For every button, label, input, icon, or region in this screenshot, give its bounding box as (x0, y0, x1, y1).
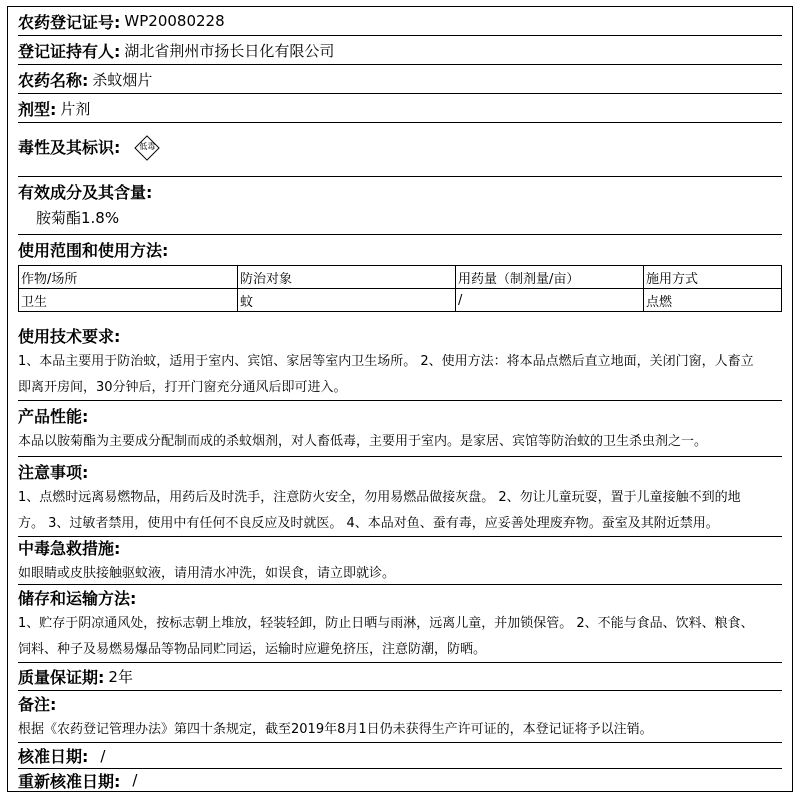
performance-block (18, 401, 782, 457)
usage-table-header-row (19, 266, 782, 289)
ingredient-block (18, 177, 782, 235)
usage-label: 使用范围和使用方法: (18, 241, 169, 260)
notes-line: 方。 3、过敏者禁用，使用中有任何不良反应及时就医。 4、本品对鱼、蚕有毒，应妥善处理废弃物。蚕室及其附近禁用。 (18, 516, 719, 531)
pesticide-registration-document (7, 6, 793, 792)
remark-label: 备注: (18, 695, 57, 714)
holder-label: 登记证持有人: (18, 41, 121, 61)
reapprove-date-label: 重新核准日期: (18, 771, 121, 791)
holder-row (18, 36, 782, 65)
usage-header (18, 235, 782, 265)
holder-value: 湖北省荆州市扬长日化有限公司 (124, 41, 335, 60)
usage-cell: / (456, 289, 644, 312)
usage-header-cell: 用药量（制剂量/亩） (456, 266, 644, 289)
toxicity-label: 毒性及其标识: (18, 138, 121, 157)
toxicity-symbol-text: 低毒 (139, 142, 156, 151)
firstaid-line: 如眼睛或皮肤接触驱蚊液，请用清水冲洗，如误食，请立即就诊。 (18, 566, 396, 581)
name-label: 农药名称: (18, 70, 89, 90)
notes-label: 注意事项: (18, 463, 89, 482)
tech-label: 使用技术要求: (18, 327, 121, 346)
reg-no-value: WP20080228 (124, 12, 225, 30)
usage-cell: 卫生 (19, 289, 238, 312)
ingredient-label: 有效成分及其含量: (18, 183, 153, 202)
usage-header-cell: 防治对象 (238, 266, 456, 289)
storage-label: 储存和运输方法: (18, 589, 137, 608)
approve-date-row (18, 743, 782, 769)
usage-header-cell: 施用方式 (644, 266, 782, 289)
remark-line: 根据《农药登记管理办法》第四十条规定，截至2019年8月1日仍未获得生产许可证的，本登记证将予以注销。 (18, 722, 653, 737)
storage-line: 1、贮存于阴凉通风处，按标志朝上堆放，轻装轻卸，防止日晒与雨淋，远离儿童，并加锁保管。 2、不能与食品、饮料、粮食、 (18, 616, 754, 631)
performance-line: 本品以胺菊酯为主要成分配制而成的杀蚊烟剂，对人畜低毒，主要用于室内。是家居、宾馆等防治蚊的卫生杀虫剂之一。 (18, 434, 708, 449)
reapprove-date-value: / (132, 771, 138, 789)
form-row (18, 94, 782, 123)
form-label: 剂型: (18, 99, 57, 119)
reapprove-date-row (18, 769, 782, 791)
notes-line: 1、点燃时远离易燃物品，用药后及时洗手，注意防火安全，勿用易燃品做接灰盘。 2、勿让儿童玩耍，置于儿童接触不到的地 (18, 490, 741, 505)
firstaid-block (18, 537, 782, 585)
reg-no-label: 农药登记证号: (18, 12, 121, 32)
usage-table (18, 265, 782, 312)
remark-block (18, 691, 782, 743)
tech-block (18, 321, 782, 401)
usage-cell: 蚊 (238, 289, 456, 312)
form-value: 片剂 (60, 99, 91, 118)
firstaid-label: 中毒急救措施: (18, 539, 121, 558)
ingredient-value: 胺菊酯1.8% (36, 209, 120, 227)
toxicity-diamond-icon (134, 135, 160, 161)
notes-block (18, 457, 782, 537)
tech-line: 即离开房间，30分钟后，打开门窗充分通风后即可进入。 (18, 380, 347, 395)
performance-label: 产品性能: (18, 407, 89, 426)
usage-table-row (19, 289, 782, 312)
name-row (18, 65, 782, 94)
usage-cell: 点燃 (644, 289, 782, 312)
reg-no-row (18, 7, 782, 36)
approve-date-label: 核准日期: (18, 747, 89, 766)
usage-header-cell: 作物/场所 (19, 266, 238, 289)
name-value: 杀蚊烟片 (92, 70, 153, 89)
tech-line: 1、本品主要用于防治蚊，适用于室内、宾馆、家居等室内卫生场所。 2、使用方法：将本品点燃后直立地面，关闭门窗，人畜立 (18, 354, 754, 369)
storage-line: 饲料、种子及易燃易爆品等物品同贮同运，运输时应避免挤压，注意防潮，防晒。 (18, 642, 487, 657)
approve-date-value: / (100, 746, 106, 765)
warranty-row (18, 663, 782, 691)
warranty-label: 质量保证期: (18, 668, 105, 687)
storage-block (18, 585, 782, 663)
warranty-value: 2年 (108, 668, 133, 686)
toxicity-row (18, 123, 782, 177)
